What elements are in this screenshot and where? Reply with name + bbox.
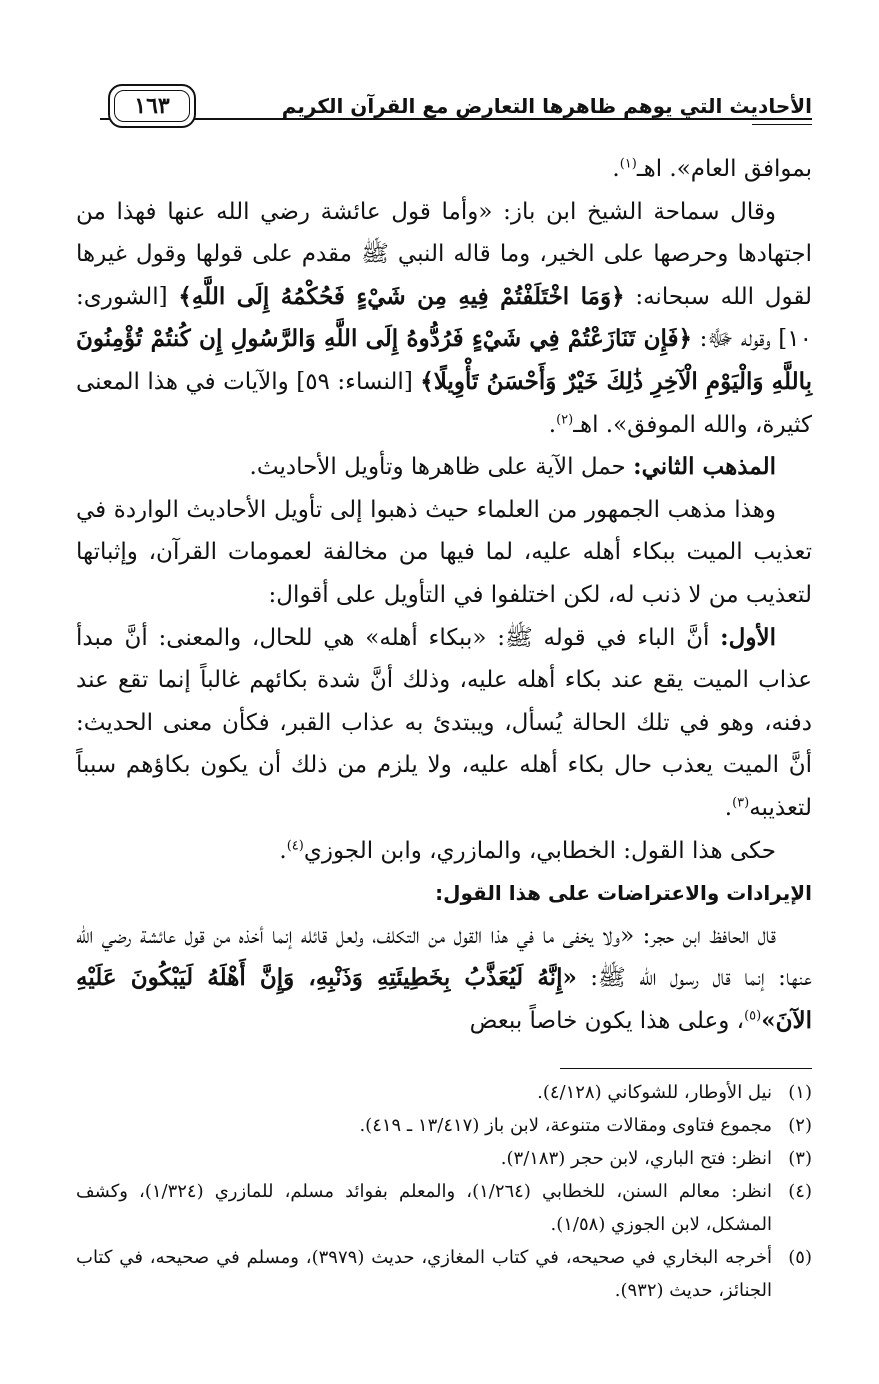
footnote-separator [560, 1068, 812, 1069]
doctrine-label: المذهب الثاني: [633, 453, 776, 481]
page-number-frame [108, 84, 196, 128]
section-heading: الإيرادات والاعتراضات على هذا القول: [435, 881, 812, 906]
footnote: (٢) مجموع فتاوى ومقالات متنوعة، لابن باز (١٣/٤١٧ ـ ٤١٩). [76, 1109, 812, 1142]
quran-verse: ﴿فَإِن تَنَازَعْتُمْ فِي شَيْءٍ فَرُدُّوهُ إِلَى اللَّهِ وَالرَّسُولِ إِن كُنتُمْ تُؤْمِنُونَ بِاللَّهِ وَالْيَوْمِ الْآخِرِ ذَٰلِكَ خَيْرٌ وَأَحْسَنُ تَأْوِيلًا﴾ [76, 325, 813, 395]
header-rule-thin [752, 124, 812, 125]
paragraph-1: بموافق العام». اهـ$^{(١)}$. [612, 156, 812, 182]
main-text [76, 148, 812, 1042]
footnote-number: (٥) [788, 1247, 812, 1268]
paragraph-4: وهذا مذهب الجمهور من العلماء حيث ذهبوا إلى تأويل الأحاديث الواردة في تعذيب الميت ببكاء أهله عليه، لما فيها من مخالفة لعمومات القرآن، وإثباتها لتعذيب من لا ذنب له، لكن اختلفوا في التأويل على أقوال: [76, 496, 812, 608]
paragraph-7: قال الحافظ ابن حجر: «ولا يخفى ما في هذا القول من التكلف، ولعل قائله إنما أخذه من قول عائشة رضي الله عنها: إنما قال رسول الله ﷺ: «إِنَّهُ لَيُعَذَّبُ بِخَطِيئَتِهِ وَذَنْبِهِ، وَإِنَّ أَهْلَهُ لَيَبْكُونَ عَلَيْهِ الآنَ»$^{(٥)}$، وعلى هذا يكون خاصاً ببعض [76, 922, 812, 1034]
footnote-number: (٢) [788, 1115, 812, 1136]
page-number: ١٦٣ [114, 90, 190, 122]
footnote: (٥) أخرجه البخاري في صحيحه، في كتاب المغازي، حديث (٣٩٧٩)، ومسلم في صحيحه، في كتاب الجنائز، حديث (٩٣٢). [76, 1241, 812, 1307]
quran-verse: ﴿وَمَا اخْتَلَفْتُمْ فِيهِ مِن شَيْءٍ فَحُكْمُهُ إِلَى اللَّهِ﴾ [178, 282, 625, 310]
footnote-number: (٤) [788, 1181, 812, 1202]
footnote-number: (٣) [788, 1148, 812, 1169]
running-header [100, 84, 812, 134]
footnote-ref[interactable]: (٣) [732, 795, 750, 811]
paragraph-5: الأول: أنَّ الباء في قوله ﷺ: «ببكاء أهله» هي للحال، والمعنى: أنَّ مبدأ عذاب الميت يقع عند بكاء أهله عليه، وذلك أنَّ شدة بكائهم غالباً إنما تقع عند دفنه، وهو في تلك الحالة يُسأل، ويبتدئ به عذاب القبر، فكأن معنى الحديث: أنَّ الميت يعذب حال بكاء أهله عليه، ولا يلزم من ذلك أن يكون بكاؤهم سبباً لتعذيبه$^{(٣)}$. [76, 623, 812, 821]
footnote-ref[interactable]: (٢) [556, 411, 574, 427]
hadith-quote: «إِنَّهُ لَيُعَذَّبُ بِخَطِيئَتِهِ وَذَنْبِهِ، وَإِنَّ أَهْلَهُ لَيَبْكُونَ عَلَيْهِ الآنَ» [76, 964, 812, 1034]
footnotes [76, 1076, 812, 1307]
paragraph-2: وقال سماحة الشيخ ابن باز: «وأما قول عائشة رضي الله عنها فهذا من اجتهادها وحرصها على الخير، وما قاله النبي ﷺ مقدم على قولها وقول غيرها لقول الله سبحانه: ﴿وَمَا اخْتَلَفْتُمْ فِيهِ مِن شَيْءٍ فَحُكْمُهُ إِلَى اللَّهِ﴾ [الشورى: ١٠] وقوله ﷻ: ﴿فَإِن تَنَازَعْتُمْ فِي شَيْءٍ فَرُدُّوهُ إِلَى اللَّهِ وَالرَّسُولِ إِن كُنتُمْ تُؤْمِنُونَ بِاللَّهِ وَالْيَوْمِ الْآخِرِ ذَٰلِكَ خَيْرٌ وَأَحْسَنُ تَأْوِيلًا﴾ [النساء: ٥٩] والآيات في هذا المعنى كثيرة، والله الموفق». اهـ$^{(٢)}$. [76, 198, 813, 438]
footnote-ref[interactable]: (١) [619, 156, 637, 172]
footnote: (٣) انظر: فتح الباري، لابن حجر (٣/١٨٣). [76, 1142, 812, 1175]
footnote: (٤) انظر: معالم السنن، للخطابي (١/٢٦٤)، والمعلم بفوائد مسلم، للمازري (١/٣٢٤)، وكشف المشكل، لابن الجوزي (١/٥٨). [76, 1175, 812, 1241]
footnote: (١) نيل الأوطار، للشوكاني (٤/١٢٨). [76, 1076, 812, 1109]
footnote-number: (١) [788, 1082, 812, 1103]
footnote-ref[interactable]: (٥) [744, 1008, 762, 1024]
opinion-label: الأول: [720, 623, 776, 651]
running-title: الأحاديث التي يوهم ظاهرها التعارض مع القرآن الكريم [281, 94, 812, 118]
footnote-ref[interactable]: (٤) [286, 837, 304, 853]
header-rule [100, 118, 812, 120]
paragraph-6: حكى هذا القول: الخطابي، والمازري، وابن الجوزي$^{(٤)}$. [279, 837, 776, 864]
paragraph-3: المذهب الثاني: حمل الآية على ظاهرها وتأويل الأحاديث. [249, 453, 776, 481]
